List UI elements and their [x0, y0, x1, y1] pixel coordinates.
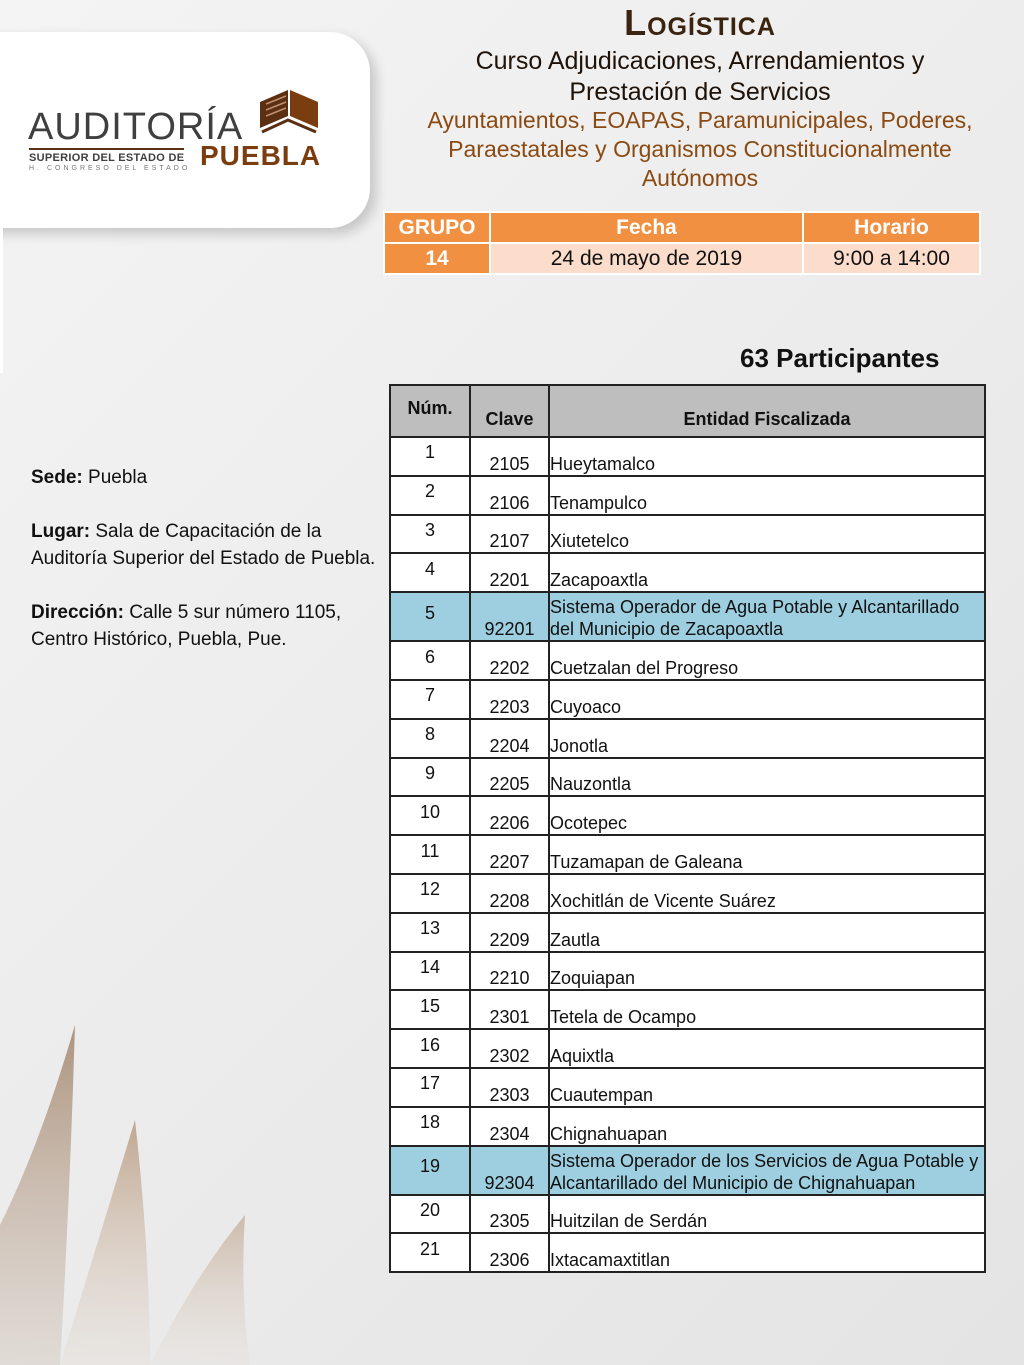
table-row: [390, 1029, 985, 1068]
row-clave: 2205: [470, 758, 549, 797]
row-entidad: Tetela de Ocampo: [549, 990, 985, 1029]
row-entidad: Nauzontla: [549, 758, 985, 797]
row-entidad: Huitzilan de Serdán: [549, 1195, 985, 1234]
table-row: [390, 758, 985, 797]
fecha-value: 24 de mayo de 2019: [490, 243, 803, 274]
lugar-label: Lugar:: [31, 521, 91, 542]
grupo-header: GRUPO: [384, 212, 490, 243]
row-num: 13: [390, 913, 470, 952]
direccion-value: Calle 5 sur número 1105, Centro Histórico, Puebla, Pue.: [31, 602, 342, 650]
table-row: [390, 952, 985, 991]
table-row: [390, 1068, 985, 1107]
row-entidad: Jonotla: [549, 719, 985, 758]
entities-table: [389, 384, 986, 1273]
table-row: [390, 515, 985, 554]
row-num: 3: [390, 515, 470, 554]
table-row: [390, 1146, 985, 1195]
table-row: [390, 1195, 985, 1234]
grupo-value: 14: [384, 243, 490, 274]
table-row: [390, 592, 985, 641]
row-clave: 2106: [470, 476, 549, 515]
course-title: [380, 46, 1020, 108]
clave-header: Clave: [470, 385, 549, 437]
row-clave: 2301: [470, 990, 549, 1029]
row-clave: 2304: [470, 1107, 549, 1146]
row-entidad: Cuyoaco: [549, 680, 985, 719]
entities-line3: Autónomos: [641, 165, 759, 191]
row-clave: 92304: [470, 1146, 549, 1195]
row-num: 18: [390, 1107, 470, 1146]
row-clave: 2105: [470, 437, 549, 476]
table-row: [390, 1233, 985, 1272]
entities-line2: Paraestatales y Organismos Constitucionalmente: [448, 136, 952, 162]
row-num: 8: [390, 719, 470, 758]
entities-title: [380, 106, 1020, 193]
row-entidad: Cuautempan: [549, 1068, 985, 1107]
direccion-info: [31, 599, 381, 653]
table-row: [390, 1107, 985, 1146]
table-row: [390, 476, 985, 515]
fecha-header: Fecha: [490, 212, 803, 243]
row-clave: 2208: [470, 874, 549, 913]
table-row: [390, 796, 985, 835]
row-num: 5: [390, 592, 470, 641]
venue-info: [31, 464, 381, 680]
left-strip: [0, 228, 3, 373]
table-row: [390, 719, 985, 758]
row-num: 9: [390, 758, 470, 797]
table-row: [390, 874, 985, 913]
row-clave: 2302: [470, 1029, 549, 1068]
row-clave: 2207: [470, 835, 549, 874]
row-clave: 2202: [470, 641, 549, 680]
table-row: [390, 913, 985, 952]
row-clave: 2203: [470, 680, 549, 719]
row-entidad: Aquixtla: [549, 1029, 985, 1068]
table-row: [390, 835, 985, 874]
row-clave: 92201: [470, 592, 549, 641]
row-num: 20: [390, 1195, 470, 1234]
row-num: 4: [390, 553, 470, 592]
participants-count: 63 Participantes: [740, 343, 940, 373]
row-clave: 2209: [470, 913, 549, 952]
course-title-line1: Curso Adjudicaciones, Arrendamientos y: [475, 47, 925, 75]
row-entidad: Chignahuapan: [549, 1107, 985, 1146]
table-row: [390, 680, 985, 719]
logo-congreso-text: H. CONGRESO DEL ESTADO: [29, 165, 191, 172]
decorative-swoosh: [0, 1025, 300, 1365]
row-clave: 2107: [470, 515, 549, 554]
row-entidad: Hueytamalco: [549, 437, 985, 476]
table-row: [390, 990, 985, 1029]
row-entidad: Sistema Operador de Agua Potable y Alcantarillado del Municipio de Zacapoaxtla: [549, 592, 985, 641]
horario-header: Horario: [803, 212, 980, 243]
row-num: 7: [390, 680, 470, 719]
row-num: 2: [390, 476, 470, 515]
row-num: 15: [390, 990, 470, 1029]
row-entidad: Tenampulco: [549, 476, 985, 515]
row-num: 21: [390, 1233, 470, 1272]
row-entidad: Zacapoaxtla: [549, 553, 985, 592]
horario-value: 9:00 a 14:00: [803, 243, 980, 274]
course-title-line2: Prestación de Servicios: [569, 78, 831, 106]
row-num: 19: [390, 1146, 470, 1195]
row-clave: 2210: [470, 952, 549, 991]
row-clave: 2303: [470, 1068, 549, 1107]
row-num: 16: [390, 1029, 470, 1068]
logo-sub-text: SUPERIOR DEL ESTADO DE: [29, 148, 184, 164]
lugar-info: [31, 518, 381, 572]
sede-value: Puebla: [82, 467, 148, 488]
entities-line1: Ayuntamientos, EOAPAS, Paramunicipales, Poderes,: [427, 107, 973, 133]
row-num: 11: [390, 835, 470, 874]
row-num: 12: [390, 874, 470, 913]
logo-main-text: AUDITORÍA: [28, 106, 244, 148]
table-row: [390, 553, 985, 592]
logo-puebla-text: PUEBLA: [200, 140, 322, 171]
row-entidad: Zautla: [549, 913, 985, 952]
row-entidad: Xiutetelco: [549, 515, 985, 554]
row-num: 17: [390, 1068, 470, 1107]
row-entidad: Tuzamapan de Galeana: [549, 835, 985, 874]
sede-info: [31, 464, 381, 491]
row-num: 6: [390, 641, 470, 680]
row-entidad: Ixtacamaxtitlan: [549, 1233, 985, 1272]
table-row: [390, 437, 985, 476]
table-row: [390, 641, 985, 680]
row-entidad: Sistema Operador de los Servicios de Agua Potable y Alcantarillado del Municipio de Chignahuapan: [549, 1146, 985, 1195]
book-icon: [258, 88, 320, 142]
row-clave: 2201: [470, 553, 549, 592]
row-clave: 2206: [470, 796, 549, 835]
auditoria-logo: [28, 88, 328, 183]
sede-label: Sede:: [31, 467, 83, 488]
lugar-value: Sala de Capacitación de la Auditoría Superior del Estado de Puebla.: [31, 521, 376, 569]
row-clave: 2204: [470, 719, 549, 758]
entidad-header: Entidad Fiscalizada: [549, 385, 985, 437]
row-clave: 2306: [470, 1233, 549, 1272]
row-entidad: Cuetzalan del Progreso: [549, 641, 985, 680]
row-num: 10: [390, 796, 470, 835]
direccion-label: Dirección:: [31, 602, 124, 623]
row-entidad: Xochitlán de Vicente Suárez: [549, 874, 985, 913]
schedule-table: [383, 211, 981, 275]
page-title: Logística: [624, 2, 776, 43]
row-entidad: Zoquiapan: [549, 952, 985, 991]
row-clave: 2305: [470, 1195, 549, 1234]
num-header: Núm.: [390, 385, 470, 437]
row-entidad: Ocotepec: [549, 796, 985, 835]
table-header-row: [390, 385, 985, 437]
row-num: 1: [390, 437, 470, 476]
row-num: 14: [390, 952, 470, 991]
